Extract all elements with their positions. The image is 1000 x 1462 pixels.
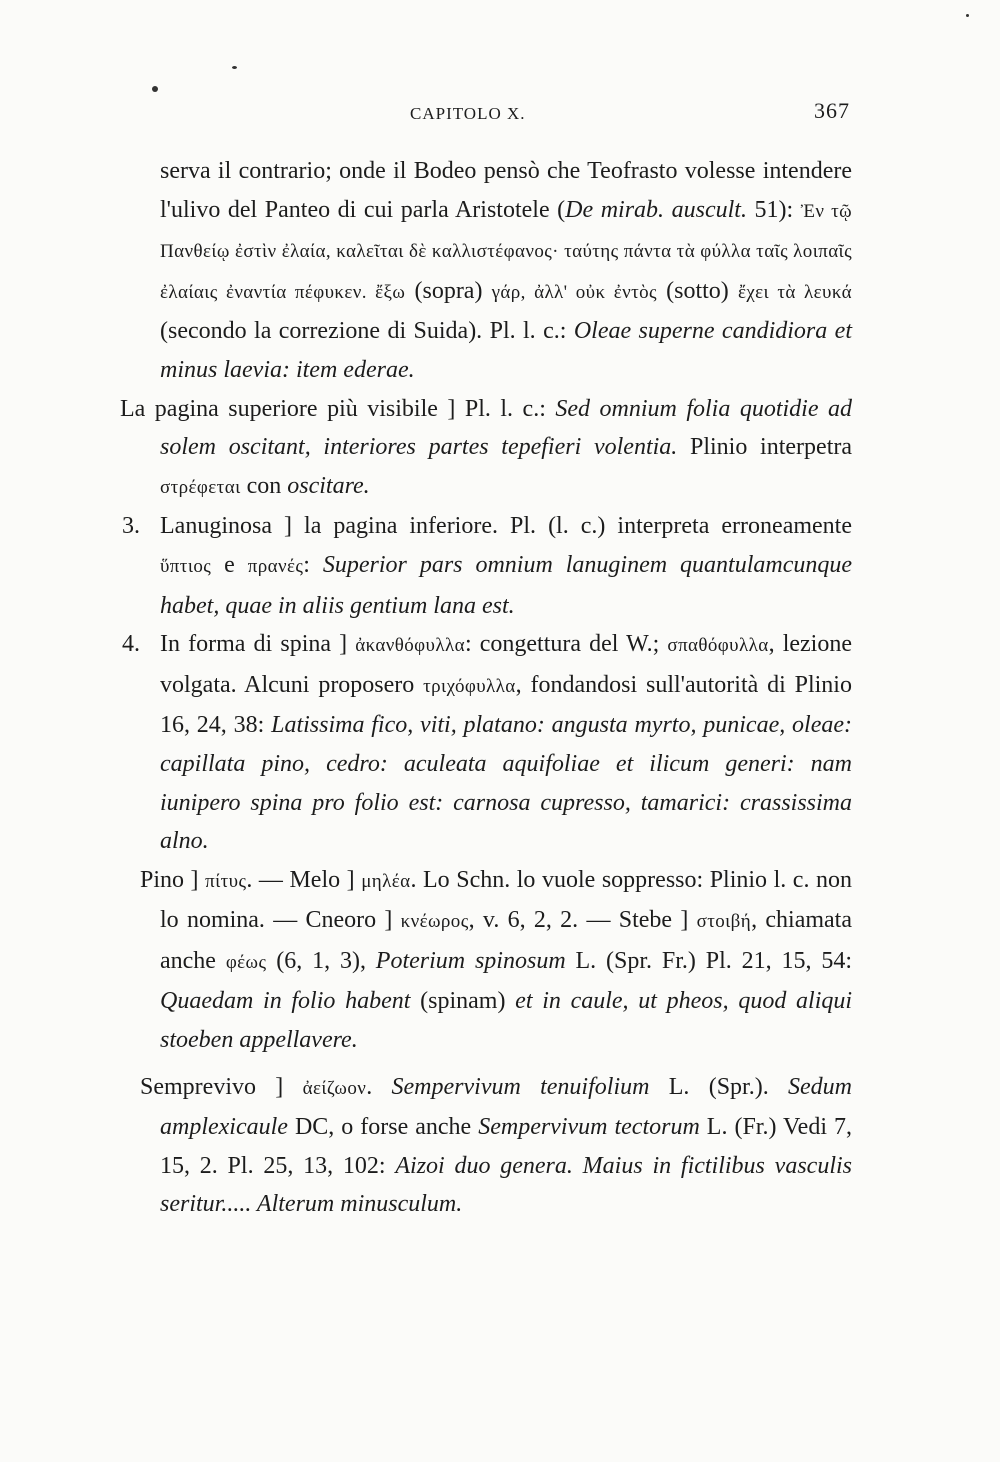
greek-word: στοιβή xyxy=(696,911,752,933)
greek-word: μηλέα xyxy=(361,870,411,892)
text-run: Lanuginosa ] la pagina inferiore. Pl. (l. c.) interpreta erroneamente xyxy=(160,513,852,540)
text-run: (6, 1, 3), xyxy=(266,947,376,974)
latin-word: oscitare. xyxy=(287,472,370,499)
text-run: , fondandosi sull'autorità di Plinio 16, 24, 38: xyxy=(160,671,852,739)
latin-quote: Sed omnium folia quotidie ad solem oscitant, interiores partes tepefieri volentia. xyxy=(160,395,852,461)
latin-quote: Superior pars omnium lanuginem quantulamcunque habet, quae in aliis gentium lana est. xyxy=(160,551,852,619)
page-number: 367 xyxy=(814,98,850,123)
ink-speck xyxy=(966,14,969,17)
citation: De mirab. auscult. xyxy=(565,196,747,223)
text-run: L. (Fr.) Vedi 7, 15, 2. Pl. 25, 13, 102: xyxy=(160,1114,852,1179)
species-name: Sedum amplexicaule xyxy=(160,1073,853,1141)
greek-word: σπαθόφυλλα xyxy=(667,635,769,657)
text-run: : congettura del W.; xyxy=(464,631,668,658)
latin-quote: et in caule, ut pheos, quod aliqui stoeben appellavere. xyxy=(160,988,853,1054)
text-run: . Lo Schn. lo vuole soppresso: Plinio l. c. non lo nomina. — Cneoro ] xyxy=(160,866,853,934)
note-3-lanuginosa xyxy=(122,507,852,625)
text-run: Plinio interpetra xyxy=(677,434,853,461)
text-run: Semprevivo ] xyxy=(140,1073,303,1100)
latin-quote: Latissima fico, viti, platano: angusta myrto, punicae, oleae: capillata pino, cedro: aculeata aquifoliae et ilicum generi: nam iunipero spina pro folio est: carnosa cupresso, tamarici: crassissima alno. xyxy=(160,712,852,855)
note-4-forma-di-spina xyxy=(122,625,852,861)
text-run: serva il contrario; onde il Bodeo pensò che Teofrasto volesse intendere l'ulivo del Panteo di cui parla Aristotele ( xyxy=(160,158,852,223)
greek-word: κνέωρος xyxy=(400,911,469,933)
greek-word: ὕπτιος xyxy=(160,555,212,577)
text-run: . xyxy=(366,1073,392,1100)
greek-quote: Ἐν τῷ Πανθείῳ ἐστὶν ἐλαία, καλεῖται δὲ καλλιστέφανος· ταύτης πάντα τὰ φύλλα ταῖς λοιπαῖς ἐλαίαις ἐναντία πέφυκεν. ἔξω xyxy=(160,200,853,303)
running-header xyxy=(160,98,850,134)
commentary-text xyxy=(120,152,853,1224)
text-run: (sotto) xyxy=(656,277,738,304)
greek-quote: γάρ, ἀλλ' οὐκ ἐντὸς xyxy=(491,281,657,303)
text-run: DC, o forse anche xyxy=(287,1114,479,1141)
note-number: 4. xyxy=(122,631,140,658)
text-run: con xyxy=(240,472,288,499)
text-run: , v. 6, 2, 2. — Stebe ] xyxy=(468,907,697,934)
text-run: , chiamata anche xyxy=(160,907,852,974)
note-pino-melo-cneoro-stebe xyxy=(140,861,853,1060)
text-run: e xyxy=(211,551,248,578)
greek-word: φέως xyxy=(225,951,267,973)
text-run: Pino ] xyxy=(140,866,206,893)
text-run: La pagina superiore più visibile ] Pl. l. c.: xyxy=(120,395,556,422)
text-run: L. (Spr.). xyxy=(649,1073,789,1100)
greek-word: ἀκανθόφυλλα xyxy=(355,635,465,657)
text-run: : xyxy=(303,551,323,578)
note-pagina-superiore xyxy=(120,390,853,508)
text-run: In forma di spina ] xyxy=(160,631,356,658)
greek-word: πρανές xyxy=(247,555,304,577)
text-run: . — Melo ] xyxy=(246,866,362,893)
ink-speck xyxy=(232,66,237,69)
paragraph-continuation xyxy=(160,152,852,390)
greek-word: τριχόφυλλα xyxy=(423,675,516,697)
latin-quote: Aizoi duo genera. Maius in fictilibus vasculis seritur..... Alterum minusculum. xyxy=(160,1152,853,1218)
species-name: Sempervivum tectorum xyxy=(478,1114,700,1141)
species-name: Poterium spinosum xyxy=(375,947,566,974)
text-run: , lezione volgata. Alcuni proposero xyxy=(160,631,852,698)
latin-quote: Oleae superne candidiora et minus laevia: item ederae. xyxy=(160,318,852,383)
text-run: (spinam) xyxy=(410,988,516,1015)
text-run: (secondo la correzione di Suida). Pl. l. c.: xyxy=(160,318,574,345)
text-run: 51): xyxy=(746,196,801,223)
latin-quote: Quaedam in folio habent xyxy=(160,988,411,1015)
greek-word: στρέφεται xyxy=(160,476,241,498)
greek-word: ἀείζωον xyxy=(302,1077,367,1099)
note-semprevivo xyxy=(140,1068,853,1224)
running-title: CAPITOLO X. xyxy=(410,104,526,123)
greek-quote: ἔχει τὰ λευκά xyxy=(737,281,852,303)
greek-word: πίτυς xyxy=(205,870,247,892)
species-name: Sempervivum tenuifolium xyxy=(391,1073,650,1100)
text-run: L. (Spr. Fr.) Pl. 21, 15, 54: xyxy=(565,947,852,974)
ink-speck xyxy=(152,86,158,92)
text-run: (sopra) xyxy=(405,277,492,304)
note-number: 3. xyxy=(122,513,140,540)
